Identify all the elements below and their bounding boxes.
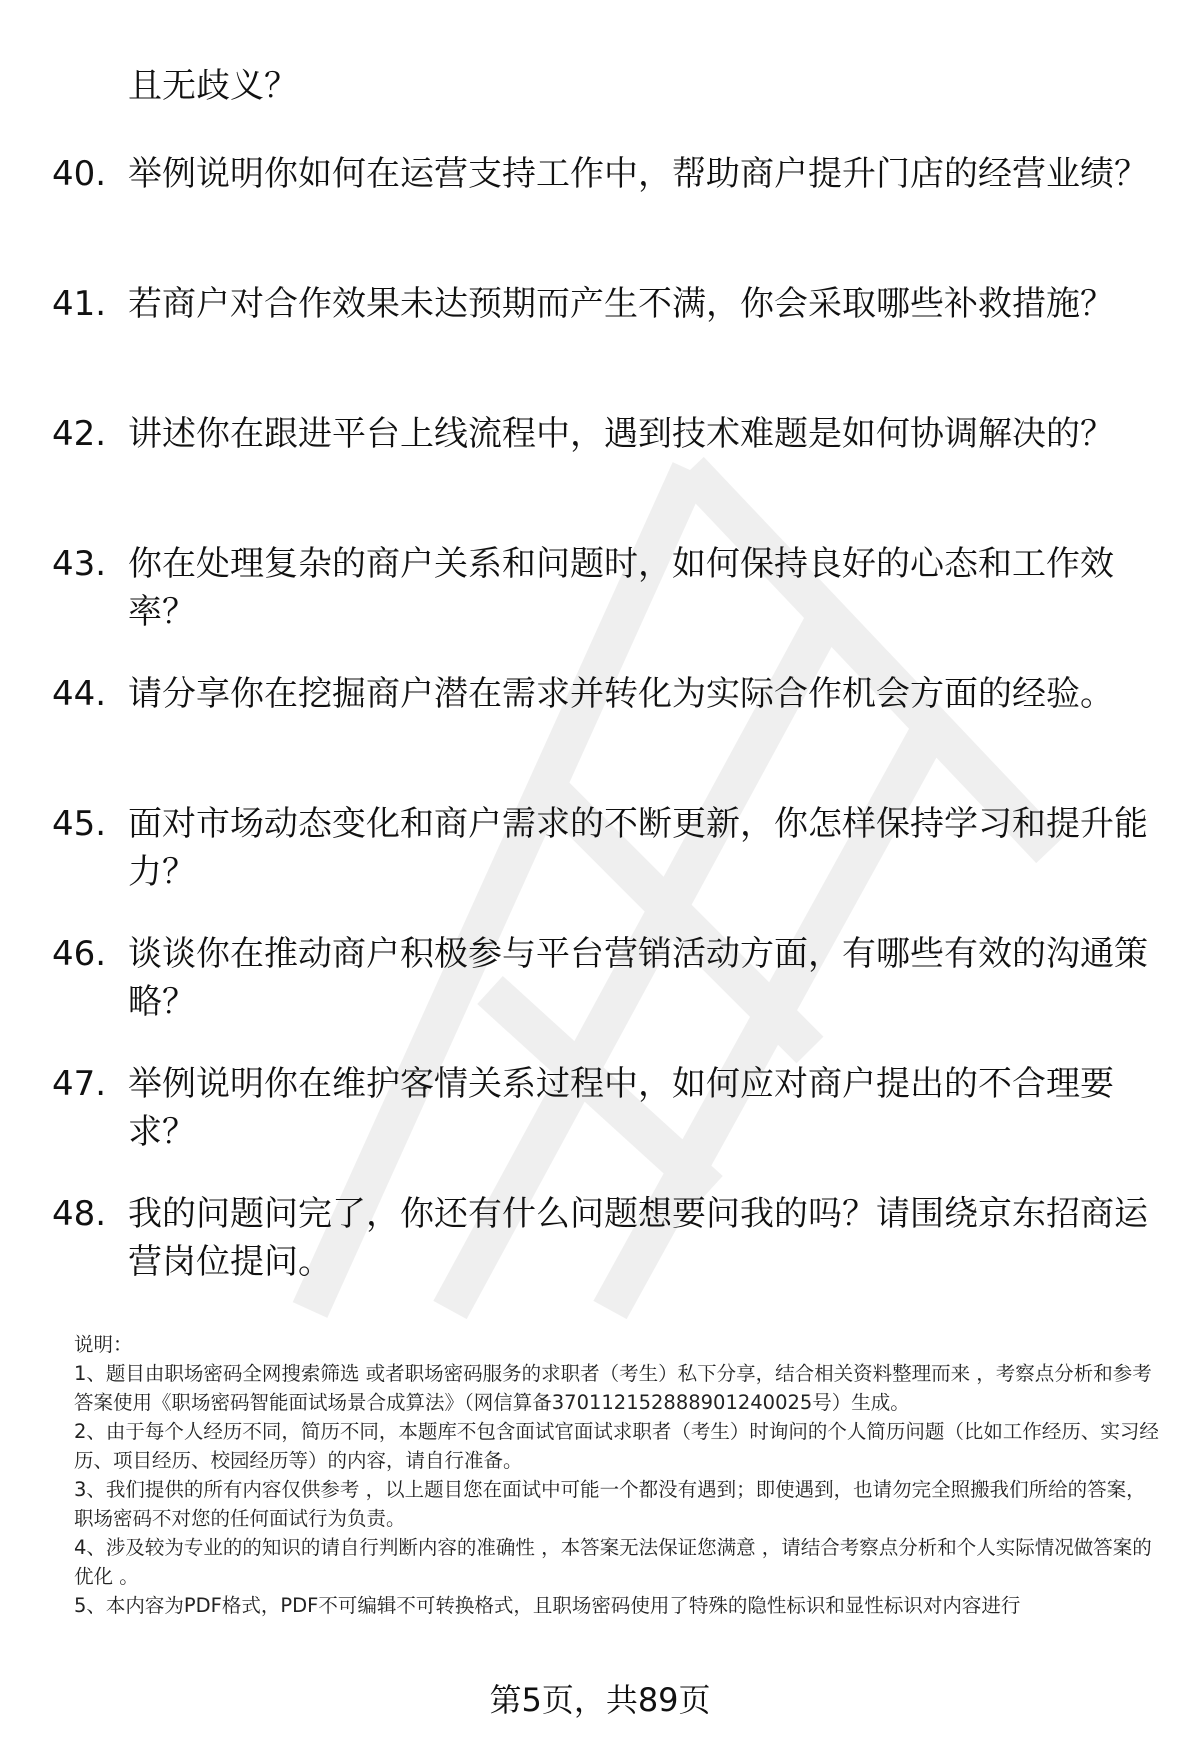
- question-text: 面对市场动态变化和商户需求的不断更新，你怎样保持学习和提升能力？: [128, 804, 1148, 892]
- question-number: 42.: [52, 414, 107, 454]
- question-item: [52, 1060, 1162, 1156]
- note-item: 2、由于每个人经历不同，简历不同，本题库不包含面试官面试求职者（考生）时询问的个人简历问题（比如工作经历、实习经历、项目经历、校园经历等）的内容，请自行准备。: [74, 1420, 1159, 1472]
- question-text: 你在处理复杂的商户关系和问题时，如何保持良好的心态和工作效率？: [128, 544, 1114, 632]
- question-text: 若商户对合作效果未达预期而产生不满，你会采取哪些补救措施？: [128, 284, 1114, 324]
- question-item: [52, 540, 1162, 636]
- note-item: 4、涉及较为专业的的知识的请自行判断内容的准确性 ，本答案无法保证您满意 ，请结合考察点分析和个人实际情况做答案的优化 。: [74, 1536, 1152, 1588]
- question-number: 41.: [52, 284, 107, 324]
- question-number: 45.: [52, 804, 107, 844]
- question-number: 47.: [52, 1064, 107, 1104]
- note-item: 5、本内容为PDF格式，PDF不可编辑不可转换格式，且职场密码使用了特殊的隐性标识和显性标识对内容进行: [74, 1594, 1021, 1617]
- notes-heading: 说明：: [74, 1333, 133, 1356]
- question-item: [52, 1190, 1162, 1286]
- question-text: 请分享你在挖掘商户潜在需求并转化为实际合作机会方面的经验。: [128, 674, 1114, 714]
- question-text: 我的问题问完了，你还有什么问题想要问我的吗？请围绕京东招商运营岗位提问。: [128, 1194, 1148, 1282]
- question-number: 44.: [52, 674, 107, 714]
- question-text: 讲述你在跟进平台上线流程中，遇到技术难题是如何协调解决的？: [128, 414, 1114, 454]
- page-indicator: 第5页，共89页: [489, 1681, 711, 1719]
- question-text: 举例说明你如何在运营支持工作中，帮助商户提升门店的经营业绩？: [128, 154, 1148, 194]
- question-number: 40.: [52, 154, 107, 194]
- question-item: [52, 800, 1162, 896]
- question-39-continuation: 且无歧义？: [128, 66, 298, 106]
- question-number: 43.: [52, 544, 107, 584]
- question-item: [52, 280, 1162, 328]
- question-text: 举例说明你在维护客情关系过程中，如何应对商户提出的不合理要求？: [128, 1064, 1114, 1152]
- question-number: 48.: [52, 1194, 107, 1234]
- question-item: [52, 150, 1162, 198]
- question-number: 46.: [52, 934, 107, 974]
- question-item: [52, 410, 1162, 458]
- question-item: [52, 670, 1162, 718]
- note-item: 1、题目由职场密码全网搜索筛选 或者职场密码服务的求职者（考生）私下分享，结合相关资料整理而来 ，考察点分析和参考答案使用《职场密码智能面试场景合成算法》（网信算备370112152888901240025号）生成。: [74, 1362, 1152, 1414]
- note-item: 3、我们提供的所有内容仅供参考 ，以上题目您在面试中可能一个都没有遇到；即使遇到，也请勿完全照搬我们所给的答案，职场密码不对您的任何面试行为负责。: [74, 1478, 1146, 1530]
- disclaimer-notes: [74, 1330, 1159, 1620]
- question-item: [52, 930, 1162, 1026]
- question-text: 谈谈你在推动商户积极参与平台营销活动方面，有哪些有效的沟通策略？: [128, 934, 1148, 1022]
